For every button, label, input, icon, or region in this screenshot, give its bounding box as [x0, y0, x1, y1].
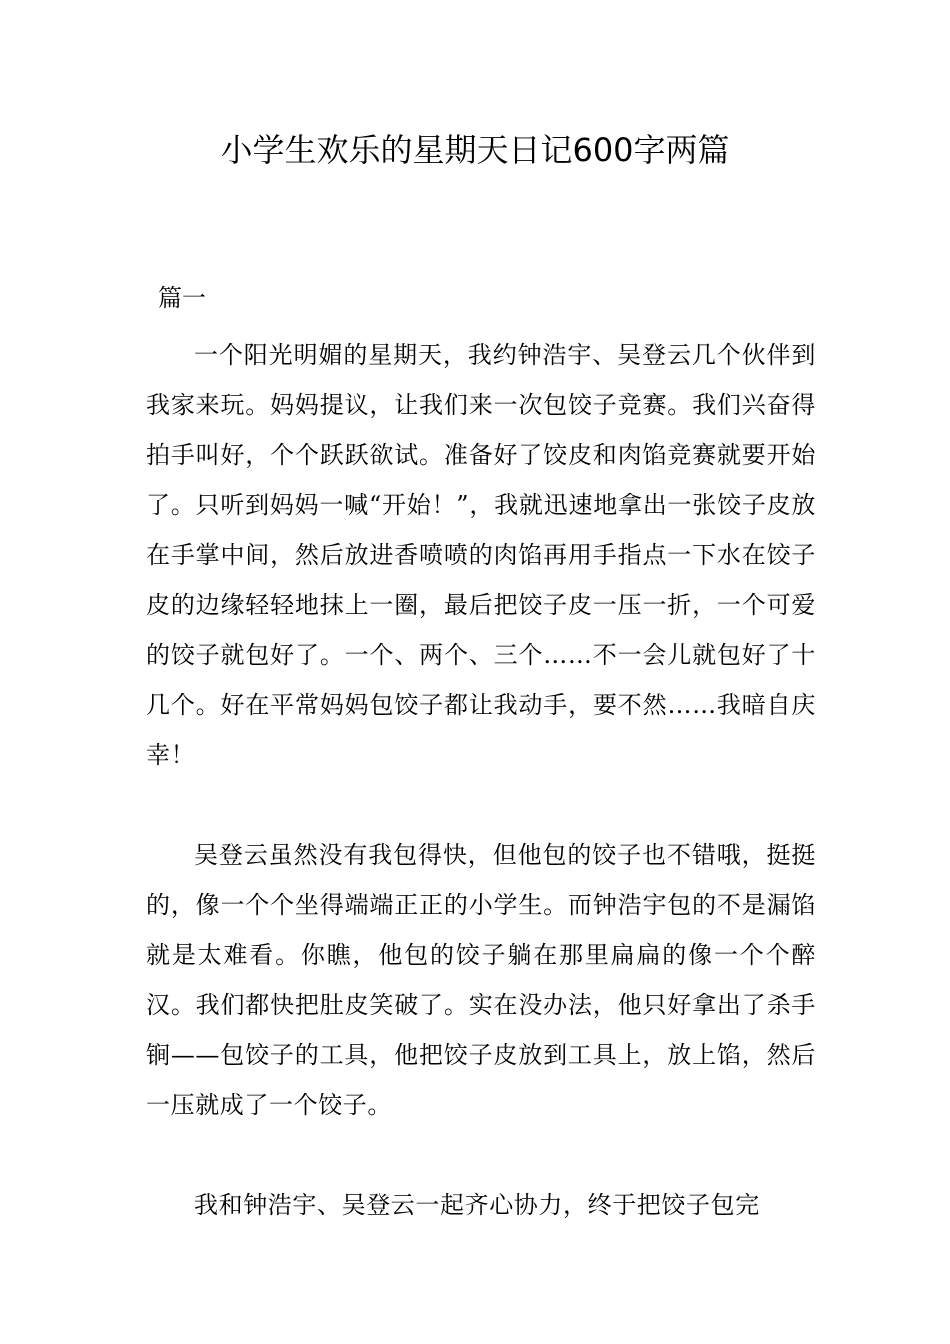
section-label: 篇一: [158, 284, 206, 312]
paragraph: 吴登云虽然没有我包得快，但他包的饺子也不错哦，挺挺的，像一个个坐得端端正正的小学生。而钟浩宇包的不是漏馅就是太难看。你瞧，他包的饺子躺在那里扁扁的像一个个醉汉。我们都快把肚皮笑破了。实在没办法，他只好拿出了杀手锏——包饺子的工具，他把饺子皮放到工具上，放上馅，然后一压就成了一个饺子。: [146, 841, 816, 1119]
page-title: 小学生欢乐的星期天日记600字两篇: [220, 131, 730, 169]
paragraph: 一个阳光明媚的星期天，我约钟浩宇、吴登云几个伙伴到我家来玩。妈妈提议，让我们来一次包饺子竞赛。我们兴奋得拍手叫好，个个跃跃欲试。准备好了饺皮和肉馅竞赛就要开始了。只听到妈妈一喊“开始！”，我就迅速地拿出一张饺子皮放在手掌中间，然后放进香喷喷的肉馅再用手指点一下水在饺子皮的边缘轻轻地抹上一圈，最后把饺子皮一压一折，一个可爱的饺子就包好了。一个、两个、三个……不一会儿就包好了十几个。好在平常妈妈包饺子都让我动手，要不然……我暗自庆幸！: [146, 341, 816, 769]
article-body: [146, 330, 816, 1280]
paragraph: 我和钟浩宇、吴登云一起齐心协力，终于把饺子包完: [194, 1191, 760, 1219]
